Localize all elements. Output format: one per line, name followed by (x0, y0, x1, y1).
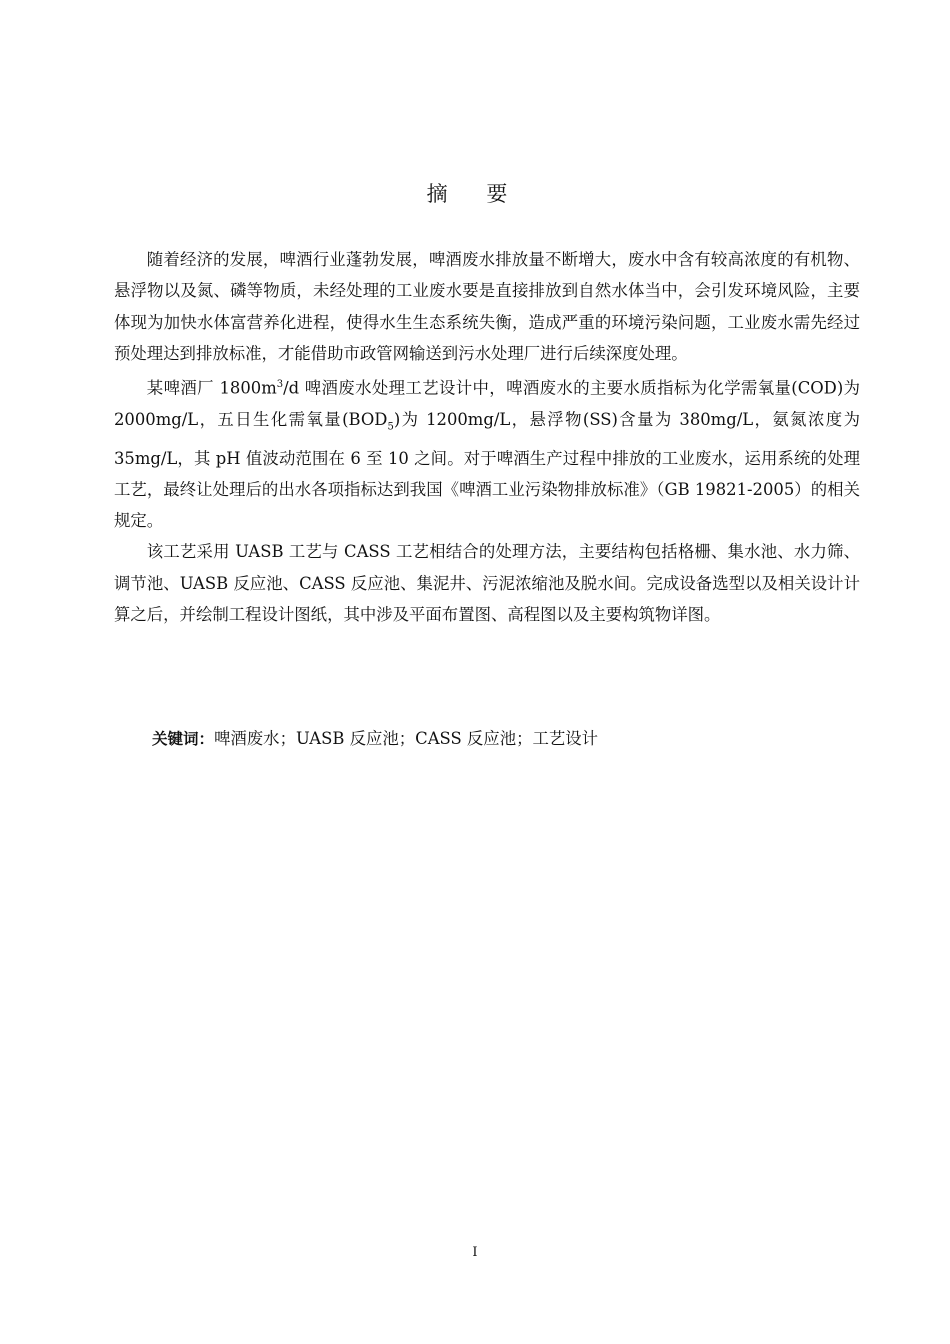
abstract-paragraph-3: 该工艺采用 UASB 工艺与 CASS 工艺相结合的处理方法，主要结构包括格栅、集水池、水力筛、调节池、UASB 反应池、CASS 反应池、集泥井、污泥浓缩池及脱水间。完成设备选型以及相关设计计算之后，并绘制工程设计图纸，其中涉及平面布置图、高程图以及主要构筑物详图。 (114, 542, 860, 625)
abstract-paragraph-2 (114, 369, 860, 536)
abstract-title: 摘 要 (426, 182, 524, 206)
page-number: I (472, 1245, 478, 1260)
abstract-paragraph-1: 随着经济的发展，啤酒行业蓬勃发展，啤酒废水排放量不断增大，废水中含有较高浓度的有机物、悬浮物以及氮、磷等物质，未经处理的工业废水要是直接排放到自然水体当中，会引发环境风险，主要体现为加快水体富营养化进程，使得水生生态系统失衡，造成严重的环境污染问题，工业废水需先经过预处理达到排放标准，才能借助市政管网输送到污水处理厂进行后续深度处理。 (114, 250, 860, 363)
keywords-text: 啤酒废水；UASB 反应池；CASS 反应池；工艺设计 (214, 729, 599, 748)
paragraph-2-text-part-3: )为 1200mg/L，悬浮物(SS)含量为 380mg/L，氨氮浓度为 35mg/L，其 pH 值波动范围在 6 至 10 之间。对于啤酒生产过程中排放的工业废水，运用系统的处理工艺，最终让处理后的出水各项指标达到我国《啤酒工业污染物排放标准》（GB 19821-2005）的相关规定。 (114, 409, 861, 531)
abstract-body (114, 244, 860, 630)
keywords-label: 关键词： (152, 730, 215, 748)
paragraph-2-text-part-2: /d 啤酒废水处理工艺设计中，啤酒废水的主要水质指标为化学需氧量(COD)为 2000mg/L，五日生化需氧量(BOD (114, 378, 860, 429)
paragraph-2-text-part-1: 某啤酒厂 1800m (146, 378, 277, 398)
bod-subscript: 5 (387, 421, 394, 433)
cubic-superscript: 3 (276, 379, 284, 391)
keywords-line (152, 724, 598, 754)
